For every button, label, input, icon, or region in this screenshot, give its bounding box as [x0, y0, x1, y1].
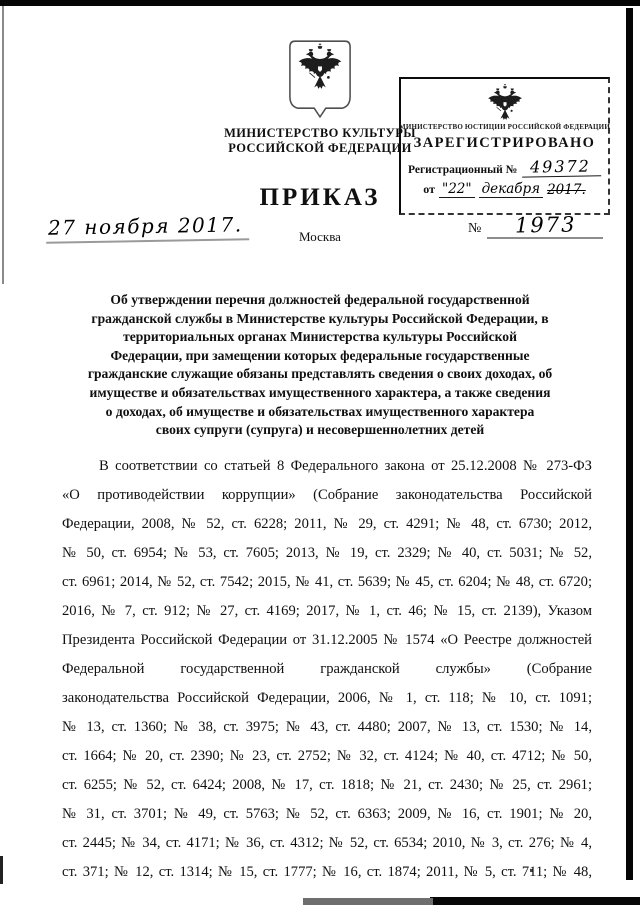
- order-number-label: №: [468, 221, 482, 236]
- order-body: [62, 452, 592, 887]
- order-body-line: ст. 2445; № 34, ст. 4171; № 36, ст. 4312; № 52, ст. 6534; 2010, № 3, ст. 276; № 4,: [62, 835, 592, 851]
- order-body-line: законодательства Российской Федерации, 2006, № 1, ст. 118; № 10, ст. 1091;: [62, 690, 592, 706]
- order-body-line: В соответствии со статьей 8 Федерального закона от 25.12.2008 № 273-ФЗ: [99, 458, 592, 474]
- order-title-line: Об утверждении перечня должностей федеральной государственной: [110, 292, 530, 307]
- stamp-authority: МИНИСТЕРСТВО ЮСТИЦИИ РОССИЙСКОЙ ФЕДЕРАЦИИ: [399, 123, 610, 131]
- scan-edge-bottom: [430, 897, 640, 905]
- order-body-line: ст. 6255; № 52, ст. 6424; 2008, № 17, ст. 1818; № 21, ст. 2430; № 25, ст. 2961;: [62, 777, 592, 793]
- order-body-line: ст. 6961; 2014, № 52, ст. 7542; 2015, № 41, ст. 5639; № 45, ст. 6204; № 48, ст. 6720;: [62, 574, 592, 590]
- order-body-line: 2016, № 7, ст. 912; № 27, ст. 4169; 2017, № 1, ст. 46; № 15, ст. 2139), Указом: [62, 603, 592, 619]
- stamp-registration-label: Регистрационный №: [407, 164, 518, 176]
- double-headed-eagle-icon: [287, 38, 353, 124]
- stamp-status: ЗАРЕГИСТРИРОВАНО: [413, 135, 596, 151]
- scan-edge-bottom-gray: [303, 898, 433, 905]
- order-title-line: имуществе и обязательствах имущественного характера, а также сведения: [89, 384, 551, 400]
- order-body-line: «О противодействии коррупции» (Собрание законодательства Российской: [62, 487, 592, 503]
- order-title-line: гражданские служащие обязаны представлять сведения о своих доходах, об: [87, 366, 553, 382]
- scan-edge-top: [0, 0, 640, 6]
- coat-of-arms: [287, 38, 353, 124]
- scan-edge-right: [626, 8, 633, 880]
- document-type-title: ПРИКАЗ: [259, 184, 381, 211]
- order-number: [468, 213, 603, 239]
- stamp-registration-line: [408, 157, 601, 177]
- order-body-line: Федеральной государственной гражданской службы» (Собрание: [62, 661, 592, 677]
- order-body-line: ст. 1664; № 20, ст. 2390; № 23, ст. 2752; № 32, ст. 4124; № 40, ст. 4712; № 50,: [62, 748, 592, 764]
- order-body-line: № 13, ст. 1360; № 38, ст. 3975; № 43, ст. 4480; 2007, № 13, ст. 1530; № 14,: [62, 719, 592, 735]
- order-title-line: гражданской службы в Министерстве культуры Российской Федерации, в: [91, 310, 549, 326]
- order-title-line: территориальных органах Министерства культуры Российской: [123, 329, 517, 345]
- scan-mark-bottom-left: [0, 856, 3, 884]
- stamp-date-year: 2017.: [547, 182, 586, 198]
- order-body-line: Президента Российской Федерации от 31.12.2005 № 1574 «О Реестре должностей: [62, 632, 592, 648]
- order-number-line: [487, 213, 603, 239]
- stamp-date-month: декабря: [479, 181, 543, 198]
- stamp-registration-number: 49372: [522, 156, 601, 177]
- order-body-line: № 31, ст. 3701; № 49, ст. 5763; № 52, ст. 6363; 2009, № 16, ст. 1901; № 20,: [62, 806, 592, 822]
- order-number-value: 1973: [514, 212, 577, 238]
- stamp-eagle-icon: [483, 84, 527, 122]
- order-body-line: Федерации, 2008, № 52, ст. 6228; 2011, № 29, ст. 4291; № 48, ст. 6730; 2012,: [62, 516, 592, 532]
- city-label: Москва: [299, 229, 341, 244]
- order-title-line: о доходах, об имуществе и обязательствах имущественного характера: [105, 403, 535, 419]
- scan-edge-left: [2, 6, 4, 284]
- ministry-name-line2: РОССИЙСКОЙ ФЕДЕРАЦИИ: [228, 140, 412, 155]
- order-body-line: ст. 371; № 12, ст. 1314; № 15, ст. 1777; № 16, ст. 1874; 2011, № 5, ст. 711; № 48,: [62, 864, 592, 880]
- stamp-date-prefix: от: [423, 182, 435, 196]
- order-date-handwritten: 27 ноября 2017.: [46, 212, 249, 244]
- stamp-date-day: "22": [439, 181, 475, 198]
- ministry-name-line1: МИНИСТЕРСТВО КУЛЬТУРЫ: [224, 126, 416, 140]
- order-title-line: Федерации, при замещении которых федеральные государственные: [110, 347, 530, 363]
- order-title-line: своих супруги (супруга) и несовершеннолетних детей: [155, 422, 485, 438]
- order-title: [70, 291, 570, 440]
- order-body-line: № 50, ст. 6954; № 53, ст. 7605; 2013, № 19, ст. 2329; № 40, ст. 5031; № 52,: [62, 545, 592, 561]
